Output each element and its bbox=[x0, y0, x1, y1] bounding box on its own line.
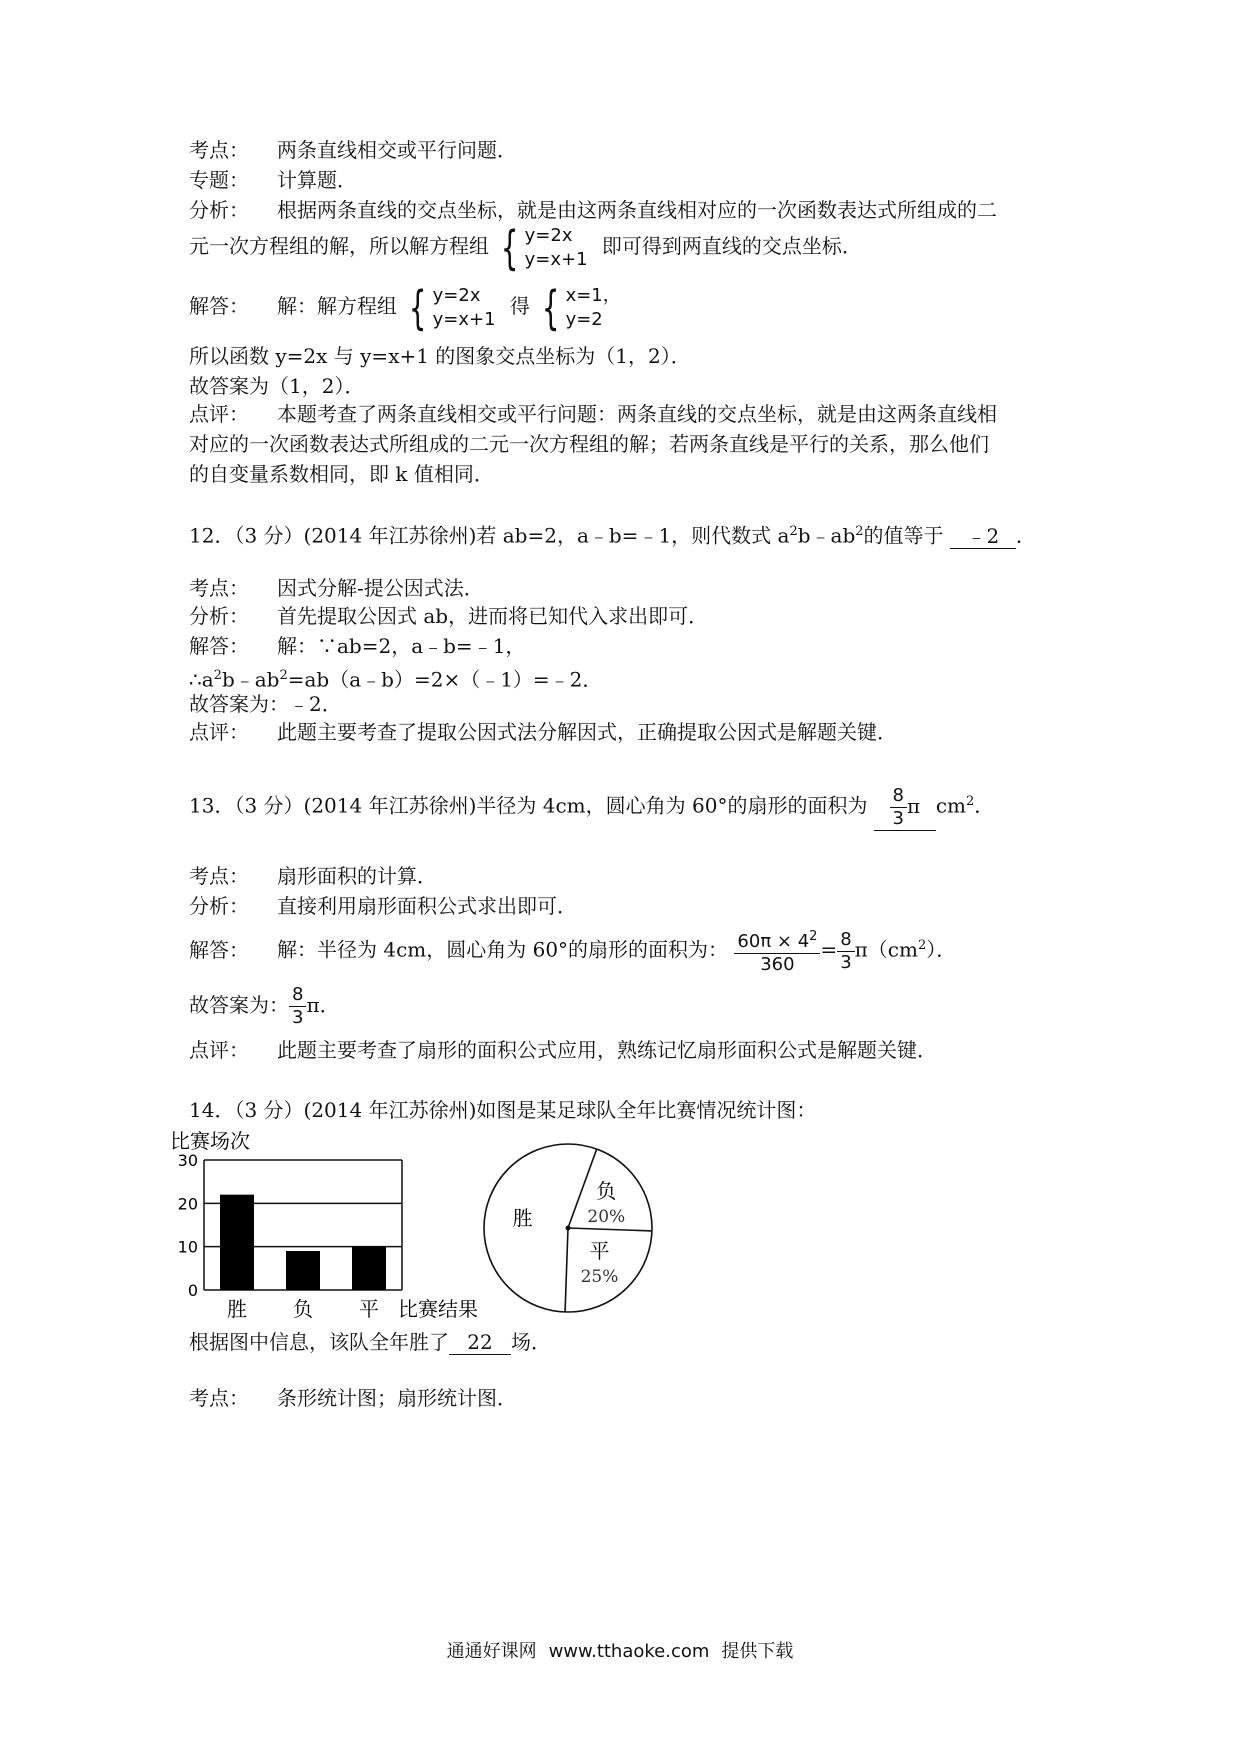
label: 专题： bbox=[189, 168, 249, 192]
superscript: 2 bbox=[213, 668, 222, 683]
q12-step bbox=[189, 664, 602, 692]
zhuanti-text: 计算题． bbox=[277, 168, 357, 192]
fraction bbox=[289, 984, 306, 1029]
denominator: 3 bbox=[292, 1007, 304, 1028]
q11-answer: 故答案为（1，2）． bbox=[189, 374, 365, 398]
footer-site: 通通好课网 bbox=[446, 1641, 537, 1662]
q13-jieda bbox=[189, 920, 956, 976]
solution-system bbox=[536, 280, 621, 335]
equation: y=x+1 bbox=[524, 248, 588, 270]
fenxi-text: 根据两条直线的交点坐标，就是由这两条直线相对应的一次函数表达式所组成的二 bbox=[277, 198, 997, 222]
slice-label: 胜 bbox=[512, 1206, 533, 1231]
y-axis-label: 比赛场次 bbox=[170, 1129, 250, 1153]
label: 分析： bbox=[189, 894, 249, 918]
jieda-text: 解：半径为 4cm，圆心角为 60°的扇形的面积为： bbox=[277, 937, 729, 962]
superscript: 2 bbox=[965, 794, 975, 809]
q13-answer bbox=[189, 980, 340, 1030]
question-text: 场． bbox=[511, 1330, 551, 1354]
q12-kaodian bbox=[189, 576, 484, 600]
pie-layer bbox=[484, 1144, 652, 1312]
q13-dianping bbox=[189, 1038, 937, 1062]
superscript: 2 bbox=[789, 524, 798, 539]
bar-chart bbox=[170, 1128, 490, 1328]
denominator: 3 bbox=[840, 951, 852, 973]
denominator: 360 bbox=[760, 954, 795, 976]
dianping-text: 本题考查了两条直线相交或平行问题：两条直线的交点坐标，就是由这两条直线相 bbox=[277, 402, 997, 426]
equation: y=2 bbox=[565, 308, 603, 330]
stem-text: ． bbox=[974, 793, 995, 818]
x-tick-label: 平 bbox=[359, 1297, 379, 1321]
stem-text: 13．（3 分）(2014 年江苏徐州)半径为 4cm，圆心角为 60°的扇形的面积为 bbox=[189, 793, 868, 818]
q11-kaodian bbox=[189, 138, 517, 162]
bar bbox=[286, 1251, 320, 1290]
q12-dianping bbox=[189, 720, 897, 744]
equation: y=2x bbox=[432, 284, 481, 306]
bar bbox=[220, 1195, 254, 1290]
q12-fenxi bbox=[189, 604, 708, 628]
slice-label: 平 bbox=[589, 1238, 610, 1263]
kaodian-text: 因式分解-提公因式法． bbox=[277, 576, 484, 600]
pi: π bbox=[906, 793, 921, 818]
dianping-text: 此题主要考查了提取公因式法分解因式，正确提取公因式是解题关键． bbox=[277, 720, 897, 744]
q12-stem bbox=[189, 520, 1036, 549]
step-text: =ab（a﹣b）=2×（﹣1）=﹣2． bbox=[287, 667, 603, 692]
q13-kaodian bbox=[189, 864, 437, 888]
footer bbox=[0, 1637, 1240, 1663]
q14-question bbox=[189, 1330, 551, 1355]
fenxi-text: 即可得到两直线的交点坐标． bbox=[601, 234, 862, 258]
answer-blank: 22 bbox=[449, 1330, 511, 1355]
numerator: 8 bbox=[890, 785, 907, 808]
label: 考点： bbox=[189, 138, 249, 162]
equation-rows bbox=[433, 284, 496, 332]
label: 考点： bbox=[189, 1386, 249, 1410]
x-tick-label: 胜 bbox=[227, 1297, 247, 1321]
numerator bbox=[734, 926, 820, 954]
label: 点评： bbox=[189, 720, 249, 744]
q11-zhuanti bbox=[189, 168, 357, 192]
bar-layer bbox=[170, 1129, 478, 1321]
superscript: 2 bbox=[279, 668, 288, 683]
answer-text: π． bbox=[306, 993, 340, 1017]
equation: x=1， bbox=[565, 284, 621, 306]
label: 分析： bbox=[189, 198, 249, 222]
footer-note: 提供下载 bbox=[721, 1641, 794, 1662]
q11-dianping-2: 对应的一次函数表达式所组成的二元一次方程组的解；若两条直线是平行的关系，那么他们 bbox=[189, 432, 989, 456]
slice-percent: 25% bbox=[580, 1266, 619, 1287]
slice-boundary bbox=[568, 1228, 652, 1231]
step-text: ∴a bbox=[189, 667, 214, 692]
fraction bbox=[734, 926, 820, 976]
equation: y=2x bbox=[524, 224, 573, 246]
slice-boundary bbox=[565, 1228, 568, 1312]
question-text: 根据图中信息，该队全年胜了 bbox=[189, 1330, 449, 1354]
dianping-text: 此题主要考查了扇形的面积公式应用，熟练记忆扇形面积公式是解题关键． bbox=[277, 1038, 937, 1062]
jieda-text: 得 bbox=[509, 294, 530, 318]
superscript: 2 bbox=[809, 929, 818, 945]
y-tick-label: 30 bbox=[177, 1151, 198, 1170]
result-text: π（cm bbox=[854, 937, 918, 962]
x-axis-label: 比赛结果 bbox=[398, 1297, 478, 1321]
equals: = bbox=[820, 937, 838, 962]
q13-fenxi bbox=[189, 894, 577, 918]
q11-dianping-1 bbox=[189, 402, 997, 426]
kaodian-text: 两条直线相交或平行问题． bbox=[277, 138, 517, 162]
q11-fenxi-1 bbox=[189, 198, 997, 222]
q11-result: 所以函数 y=2x 与 y=x+1 的图象交点坐标为（1，2）． bbox=[189, 344, 691, 368]
q12-jieda bbox=[189, 634, 525, 658]
pie-center bbox=[566, 1226, 571, 1231]
fraction bbox=[837, 929, 854, 974]
denominator: 3 bbox=[892, 807, 904, 829]
label: 点评： bbox=[189, 1038, 249, 1062]
label: 分析： bbox=[189, 604, 249, 628]
stem-text: ． bbox=[1015, 523, 1036, 548]
equation-rows bbox=[566, 284, 621, 332]
result-text: ）． bbox=[926, 937, 957, 962]
label: 考点： bbox=[189, 864, 249, 888]
slice-label: 负 bbox=[596, 1179, 617, 1204]
label: 考点： bbox=[189, 576, 249, 600]
stem-text: 的值等于 bbox=[863, 523, 944, 548]
numerator: 8 bbox=[837, 929, 854, 952]
step-text: b﹣ab bbox=[221, 667, 280, 692]
answer-blank bbox=[874, 782, 936, 831]
q11-dianping-3: 的自变量系数相同，即 k 值相同． bbox=[189, 462, 494, 486]
slice-percent: 20% bbox=[587, 1207, 626, 1228]
fenxi-text: 首先提取公因式 ab，进而将已知代入求出即可． bbox=[277, 604, 709, 628]
q12-answer: 故答案为：﹣2． bbox=[189, 692, 342, 716]
pie-chart bbox=[475, 1140, 665, 1320]
footer-url[interactable]: www.tthaoke.com bbox=[548, 1641, 710, 1662]
kaodian-text: 条形统计图；扇形统计图． bbox=[277, 1386, 517, 1410]
y-tick-label: 20 bbox=[177, 1194, 198, 1214]
q14-kaodian bbox=[189, 1386, 517, 1410]
brace-glyph: { bbox=[542, 280, 560, 335]
kaodian-text: 扇形面积的计算． bbox=[277, 864, 437, 888]
superscript: 2 bbox=[855, 524, 864, 539]
stem-text: 12．（3 分）(2014 年江苏徐州)若 ab=2，a﹣b=﹣1，则代数式 a bbox=[189, 523, 790, 548]
brace-glyph: { bbox=[409, 280, 427, 335]
bar bbox=[352, 1247, 386, 1290]
stem-text: b﹣ab bbox=[797, 523, 856, 548]
equation-system bbox=[495, 220, 588, 275]
q14-stem: 14．（3 分）(2014 年江苏徐州)如图是某足球队全年比赛情况统计图： bbox=[189, 1098, 817, 1122]
fraction bbox=[890, 785, 907, 830]
numerator: 8 bbox=[289, 984, 306, 1007]
equation-rows bbox=[525, 224, 588, 272]
equation-system bbox=[403, 280, 496, 335]
fenxi-text: 直接利用扇形面积公式求出即可． bbox=[277, 894, 577, 918]
fenxi-text: 元一次方程组的解，所以解方程组 bbox=[189, 234, 489, 258]
unit: cm bbox=[935, 793, 966, 818]
q11-fenxi-2 bbox=[189, 220, 862, 275]
answer-text: 故答案为： bbox=[189, 993, 289, 1017]
jieda-text: 解：解方程组 bbox=[277, 294, 397, 318]
jieda-text: 解：∵ab=2，a﹣b=﹣1， bbox=[277, 634, 526, 658]
x-tick-label: 负 bbox=[293, 1297, 313, 1321]
label: 解答： bbox=[189, 294, 249, 318]
label: 解答： bbox=[189, 634, 249, 658]
brace-glyph: { bbox=[501, 220, 519, 275]
equation: y=x+1 bbox=[432, 308, 496, 330]
numerator-text: 60π × 4 bbox=[737, 931, 810, 953]
q11-jieda bbox=[189, 280, 621, 335]
superscript: 2 bbox=[917, 938, 927, 953]
y-tick-label: 10 bbox=[177, 1237, 198, 1257]
q13-stem bbox=[189, 778, 994, 831]
label: 点评： bbox=[189, 402, 249, 426]
label: 解答： bbox=[189, 937, 249, 962]
answer-blank: ﹣2 bbox=[950, 524, 1016, 549]
y-tick-label: 0 bbox=[187, 1281, 198, 1300]
